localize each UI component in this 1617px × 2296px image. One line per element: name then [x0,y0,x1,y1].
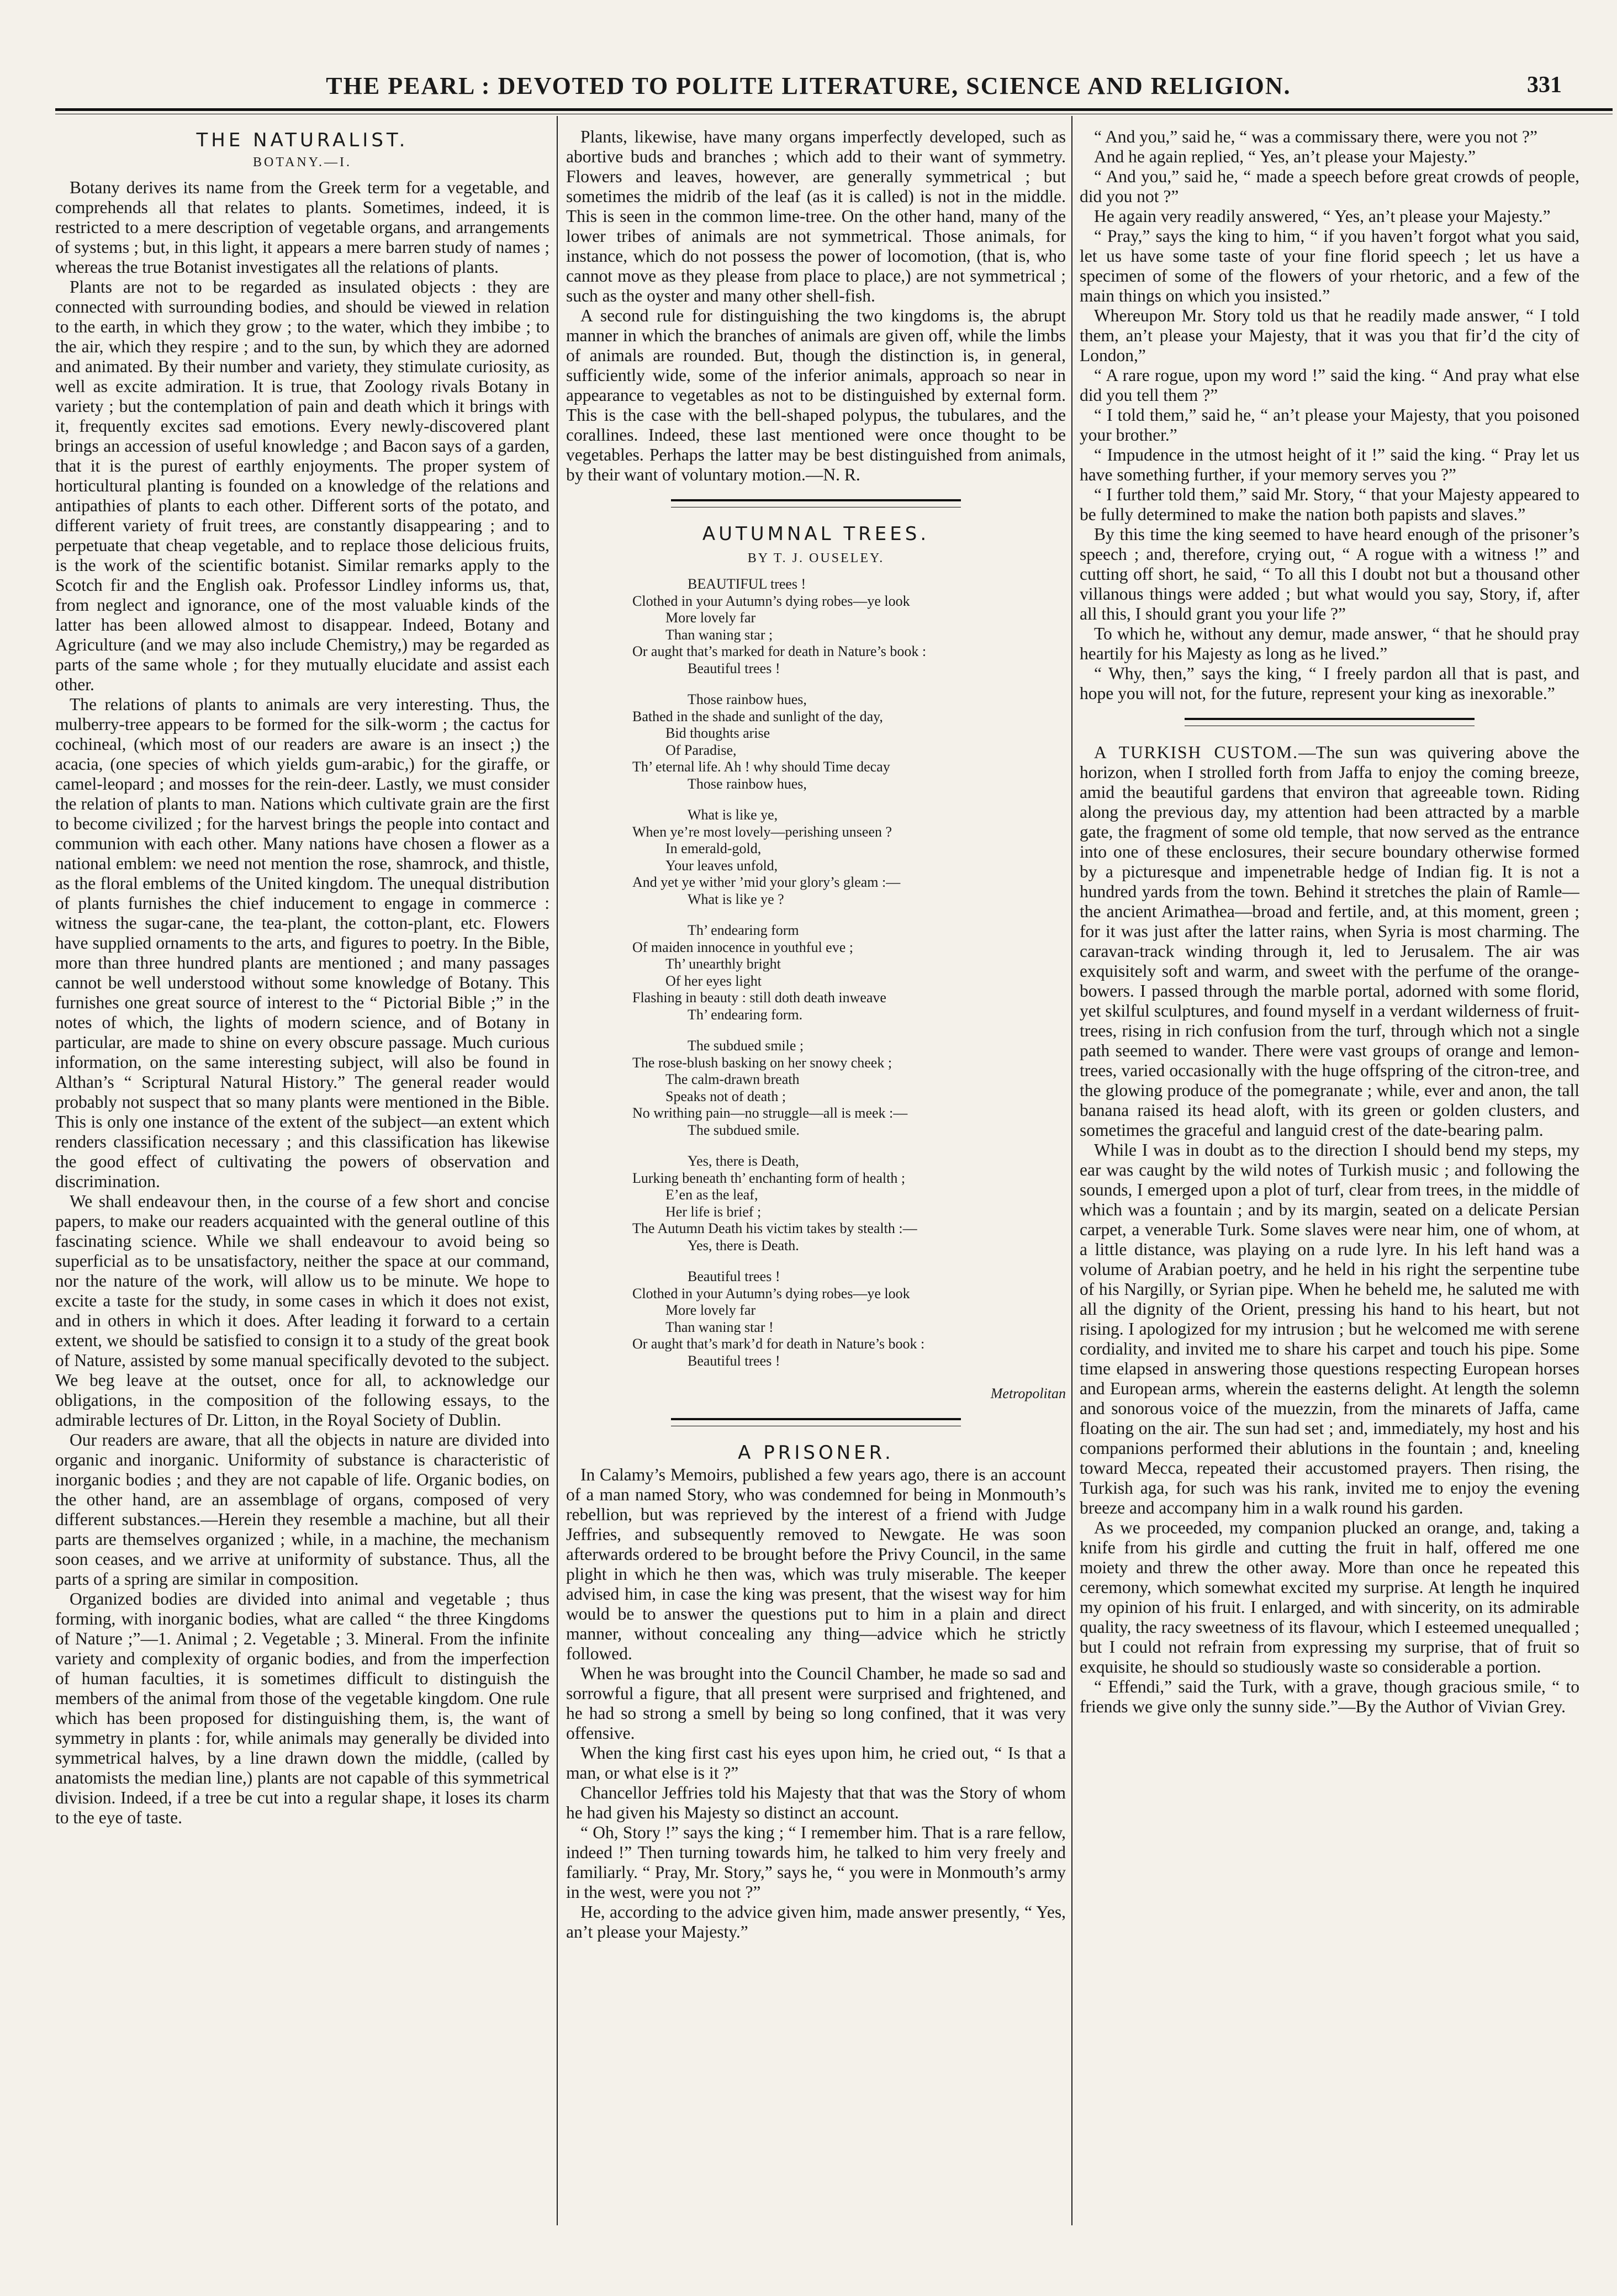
poem-line: Or aught that’s mark’d for death in Nature’s book : [632,1336,925,1352]
poem-line: Of her eyes light [665,972,762,989]
poem-line: Th’ eternal life. Ah ! why should Time decay [632,759,890,775]
poem-line: What is like ye ? [688,891,784,907]
paragraph: “ Impudence in the utmost height of it !” said the king. “ Pray let us have something further, if your memory serves you ?” [1080,445,1579,484]
paragraph: While I was in doubt as to the direction I should bend my steps, my ear was caught by the wild notes of Turkish music ; and following the sounds, I emerged upon a plot of turf, clear from trees, in the middle of which was a fountain ; and by its margin, seated on a delicate Persian carpet, a venerable Turk. Some slaves were near him, one of whom, at a little distance, was playing on a rude lyre. In his left hand was a volume of Arabian poetry, and he held in his right the serpentine tube of his Nargilly, or Syrian pipe. When he beheld me, he saluted me with all the dignity of the Orient, pressing his hand to his heart, but not rising. I apologized for my intrusion ; but he welcomed me with serene cordiality, and invited me to share his carpet and touch his pipe. Some time elapsed in answering those questions respecting European horses and European arms, wherein the easterns delight. At length the solemn and sonorous voice of the muezzin, from the minarets of Jaffa, came floating on the air. The sun had set ; and, immediately, my host and his companions performed their ablutions in the fountain ; and, kneeling toward Mecca, repeated their accustomed prayers. Then rising, the Turkish aga, for such was his rank, invited me to enjoy the evening breeze and accompany him in a walk round his garden. [1080,1140,1579,1517]
paragraph: When he was brought into the Council Chamber, he made so sad and sorrowful a figure, that all present were surprised and frightened, and he had so strong a smell by being so long confined, that it was very offensive. [566,1664,1066,1743]
turkish-first: —The sun was quivering above the horizon, when I strolled forth from Jaffa to enjoy the coming breeze, amid the beautiful gardens that environ that agreeable town. Riding along the previous day, my attention had been attracted by a marble gate, the fragment of some old temple, that now served as the entrance into one of these enclosures, their secure boundary otherwise formed by a picturesque and impenetrable hedge of Indian fig. It is not a hundred yards from the town. Behind it stretches the plain of Ramle—the ancient Arimathea—broad and fertile, and, at this moment, green ; for it was just after the latter rains, when Syria is most charming. The caravan-track winding through it, led to Jerusalem. The air was exquisitely soft and warm, and sweet with the perfume of the orange-bowers. I passed through the marble portal, adorned with some florid, yet skilful sculptures, and found myself in a verdant wilderness of fruit-trees, rising in rich confusion from the turf, through which not a single path seemed to wander. There were vast groups of orange and lemon-trees, varied occasionally with the huge offspring of the citron-tree, and the glowing produce of the pomegranate ; while, ever and anon, the tall banana raised its head aloft, with its green or golden clusters, and sometimes the graceful and languid crest of the date-bearing palm. [1080,743,1579,1140]
paragraph [1080,743,1579,1140]
paragraph: As we proceeded, my companion plucked an orange, and, taking a knife from his girdle and cutting the fruit in half, offered me one moiety and threw the other away. More than once he repeated this ceremony, which somewhat excited my surprise. At length he inquired my opinion of his fruit. I enlarged, and with sincerity, on its admirable quality, the racy sweetness of its flavour, which I esteemed unequalled ; but I could not refrain from expressing my surprise, that of fruit so exquisite, he should so studiously waste so considerable a portion. [1080,1518,1579,1676]
poem-line: No writhing pain—no struggle—all is meek :— [632,1105,908,1121]
poem-line: The subdued smile. [688,1121,800,1138]
paragraph: A second rule for distinguishing the two kingdoms is, the abrupt manner in which the branches of animals are given off, while the limbs of animals are rounded. But, though the distinction is, in general, sufficiently wide, some of the inferior animals, approach so near in appearance to vegetables as not to be distinguished by external form. This is the case with the bell-shaped polypus, the tubulares, and the corallines. Indeed, these last mentioned were once thought to be vegetables. Perhaps the latter may be best distinguished from animals, by their want of voluntary motion.—N. R. [566,306,1066,484]
paragraph: “ I told them,” said he, “ an’t please your Majesty, that you poisoned your brother.” [1080,405,1579,445]
paragraph: Chancellor Jeffries told his Majesty that that was the Story of whom he had given his Majesty so distinct an account. [566,1783,1066,1822]
poem-line: The Autumn Death his victim takes by stealth :— [632,1220,917,1236]
paragraph: To which he, without any demur, made answer, “ that he should pray heartily for his Majesty as long as he lived.” [1080,624,1579,663]
poem-line: Flashing in beauty : still doth death inweave [632,990,886,1006]
poem-line: What is like ye, [688,807,778,823]
paragraph: We shall endeavour then, in the course of a few short and concise papers, to make our readers acquainted with the general outline of this fascinating science. While we shall endeavour to avoid being so superficial as to be unsatisfactory, neither the space at our command, nor the nature of the work, will allow us to be minute. We hope to excite a taste for the study, in some cases in which it does not exist, and in others in which it does. After leading it forward to a certain extent, we should be satisfied to consign it to a study of the great book of Nature, assisted by some manual specifically devoted to the subject. We beg leave at the outset, once for all, to acknowledge our obligations, in the composition of the following essays, to the admirable lectures of Dr. Litton, in the Royal Society of Dublin. [55,1192,549,1430]
paragraph: By this time the king seemed to have heard enough of the prisoner’s speech ; and, therefore, crying out, “ A rogue with a witness !” and cutting off short, he said, “ To all this I doubt not but a thousand other villanous things were added ; but what would you say, Story, if, after all this, I should grant you your life ?” [1080,525,1579,623]
poem-line: The subdued smile ; [688,1038,804,1054]
header-rule [55,108,1613,111]
section-separator [671,499,961,507]
poem-body [632,576,1066,1369]
paragraph: “ And you,” said he, “ was a commissary there, were you not ?” [1094,127,1537,146]
poem-stanza [632,1153,1066,1254]
poem-line: Those rainbow hues, [688,691,807,707]
paragraph: The relations of plants to animals are very interesting. Thus, the mulberry-tree appears to be formed for the silk-worm ; the cactus for cochineal, (which most of our readers are aware is an insect ;) the acacia, (one species of which yields gum-arabic,) for the giraffe, or camel-leopard ; and mosses for the rein-deer. Lastly, we must consider the relation of plants to man. Nations which cultivate grain are the first to become civilized ; for the harvest brings the people into contact and communion with each other. Many nations have chosen a flower as a national emblem: we need not mention the rose, shamrock, and thistle, as the floral emblems of the United kingdom. The unequal distribution of plants furnishes the chief inducement to engage in commerce : witness the sugar-cane, the tea-plant, the cotton-plant, etc. Flowers have supplied ornaments to the arts, and figures to poetry. In the Bible, more than three hundred plants are mentioned ; and many passages cannot be well understood without some knowledge of Botany. This furnishes one great source of interest to the “ Pictorial Bible ;” in the notes of which, the lights of modern science, and of Botany in particular, are made to shine on every obscure passage. Much curious information, on the same interesting subject, will also be found in Althan’s “ Scriptural Natural History.” The general reader would probably not suspect that so many plants were mentioned in the Bible. This is only one instance of the extent of the subject—an extent which renders classification necessary ; and this classification has likewise the good effect of cultivating the powers of observation and discrimination. [55,695,549,1191]
paragraph: “ A rare rogue, upon my word !” said the king. “ And pray what else did you tell them ?” [1080,366,1579,405]
poem-line: The rose-blush basking on her snowy cheek ; [632,1054,892,1071]
poem-line: And yet ye wither ’mid your glory’s gleam :— [632,874,901,890]
poem-line: Th’ endearing form [688,922,799,938]
page-header [55,72,1562,105]
poem-line: Beautiful trees ! [688,660,780,676]
naturalist-title: THE NATURALIST. [196,129,409,151]
poem-line: Yes, there is Death, [688,1153,799,1169]
prisoner-title: A PRISONER. [738,1442,894,1464]
poem-byline: BY T. J. OUSELEY. [747,551,885,565]
poem-line: Than waning star ; [665,626,773,643]
paragraph: “ Oh, Story !” says the king ; “ I remember him. That is a rare fellow, indeed !” Then turning towards him, he talked to him very freely and familiarly. “ Pray, Mr. Story,” says he, “ you were in Monmouth’s army in the west, were you not ?” [566,1823,1066,1902]
poem-line: Speaks not of death ; [665,1088,786,1104]
column-rule [1071,116,1072,2225]
paragraph: When the king first cast his eyes upon him, he cried out, “ Is that a man, or what else is it ?” [566,1743,1066,1782]
poem-line: Bathed in the shade and sunlight of the day, [632,708,883,724]
column-left [55,127,549,2225]
poem-line: When ye’re most lovely—perishing unseen ? [632,823,892,840]
paragraph: “ Effendi,” said the Turk, with a grave, though gracious smile, “ to friends we give only the sunny side.”—By the Author of Vivian Grey. [1080,1677,1579,1716]
poem-line: Beautiful trees ! [688,1268,780,1284]
poem-line: Of Paradise, [665,742,737,758]
poem-line: BEAUTIFUL trees ! [688,576,806,592]
poem-line: The calm-drawn breath [665,1071,800,1087]
paragraph: Organized bodies are divided into animal and vegetable ; thus forming, with inorganic bodies, what are called “ the three Kingdoms of Nature ;”—1. Animal ; 2. Vegetable ; 3. Mineral. From the infinite variety and complexity of organic bodies, and from the imperfection of human faculties, it is sometimes difficult to distinguish the members of the animal from those of the vegetable kingdom. One rule which has been proposed for distinguishing them, is, the want of symmetry in plants : for, while animals may generally be divided into symmetrical halves, by a line drawn down the middle, (called by anatomists the median line,) plants are not capable of this symmetrical division. Indeed, if a tree be cut into a regular shape, it loses its charm to the eye of taste. [55,1589,549,1827]
paragraph: “ I further told them,” said Mr. Story, “ that your Majesty appeared to be fully determined to make the nation both papists and slaves.” [1080,485,1579,524]
poem-stanza [632,922,1066,1023]
poem-line: Yes, there is Death. [688,1237,799,1253]
poem-line: Clothed in your Autumn’s dying robes—ye look [632,1285,910,1302]
running-title: THE PEARL : DEVOTED TO POLITE LITERATURE, SCIENCE AND RELIGION. [326,72,1291,99]
poem-stanza [632,1268,1066,1369]
paragraph: He again very readily answered, “ Yes, an’t please your Majesty.” [1094,207,1551,226]
paragraph: “ Pray,” says the king to him, “ if you haven’t forgot what you said, let us have some taste of your fine florid speech ; let us have a specimen of some of the flowers of your rhetoric, and a few of the main things on which you insisted.” [1080,226,1579,305]
paragraph: “ Why, then,” says the king, “ I freely pardon all that is past, and hope you will not, for the future, represent your king as inexorable.” [1080,664,1579,703]
poem-stanza [632,691,1066,792]
section-separator [1185,718,1475,726]
poem-line: Th’ unearthly bright [665,956,781,972]
poem-stanza [632,807,1066,908]
poem-line: E’en as the leaf, [665,1187,758,1203]
poem-line: Lurking beneath th’ enchanting form of health ; [632,1170,906,1186]
turkish-lead: A TURKISH CUSTOM. [1094,743,1299,762]
poem-line: Her life is brief ; [665,1203,762,1220]
poem-line: Beautiful trees ! [688,1352,780,1369]
poem-line: Bid thoughts arise [665,725,770,741]
paragraph: He, according to the advice given him, made answer presently, “ Yes, an’t please your Majesty.” [566,1902,1066,1941]
poem-stanza [632,576,1066,677]
paragraph: Botany derives its name from the Greek term for a vegetable, and comprehends all that relates to plants. Sometimes, indeed, it is restricted to a mere description of vegetable organs, and arrangements of systems ; but, in this light, it appears a mere barren study of names ; whereas the true Botanist investigates all the relations of plants. [55,178,549,277]
column-right [1080,127,1579,2225]
paragraph: “ And you,” said he, “ made a speech before great crowds of people, did you not ?” [1080,167,1579,206]
naturalist-subtitle: BOTANY.—I. [253,155,352,170]
poem-line: Of maiden innocence in youthful eve ; [632,939,853,955]
poem-line: Your leaves unfold, [665,857,778,874]
section-separator [671,1418,961,1426]
paragraph: And he again replied, “ Yes, an’t please your Majesty.” [1094,147,1476,166]
paragraph: Plants, likewise, have many organs imperfectly developed, such as abortive buds and branches ; which add to their want of symmetry. Flowers and leaves, however, are generally symmetrical ; but sometimes the midrib of the leaf (as it is called) is not in the middle. This is seen in the common lime-tree. On the other hand, many of the lower tribes of animals are not symmetrical. Those animals, for instance, which do not possess the power of locomotion, (that is, who cannot move as they please from place to place,) are not symmetrical ; such as the oyster and many other shell-fish. [566,127,1066,305]
paragraph: Our readers are aware, that all the objects in nature are divided into organic and inorganic. Uniformity of substance is characteristic of inorganic bodies ; and they are not capable of life. Organic bodies, on the other hand, are an assemblage of organs, composed of very different substances.—Herein they resemble a machine, but all their parts are themselves organized ; while, in a machine, the mechanism soon ceases, and we arrive at uniformity of substance. Thus, all the parts of a spring are similar in composition. [55,1430,549,1589]
poem-line: More lovely far [665,1302,756,1318]
page-number: 331 [1527,72,1562,98]
poem-title: AUTUMNAL TREES. [702,523,930,545]
column-rule [557,116,558,2225]
poem-line: Those rainbow hues, [688,775,807,792]
poem-line: More lovely far [665,610,756,626]
poem-attribution: Metropolitan [990,1385,1066,1401]
poem-line: Th’ endearing form. [688,1006,803,1023]
poem-line: In emerald-gold, [665,840,762,856]
paragraph: In Calamy’s Memoirs, published a few years ago, there is an account of a man named Story, who was condemned for being in Monmouth’s rebellion, but was reprieved by the interest of a friend with Judge Jeffries, and subsequently removed to Newgate. He was soon afterwards ordered to be brought before the Privy Council, in the same plight in which he then was, which was truly miserable. The keeper advised him, in case the king was present, that the wisest way for him would be to answer the questions put to him in a plain and direct manner, without concealing any thing—advice which he strictly followed. [566,1465,1066,1663]
column-middle [566,127,1066,2225]
poem-line: Or aught that’s marked for death in Nature’s book : [632,643,927,659]
paragraph: Whereupon Mr. Story told us that he readily made answer, “ I told them, an’t please your Majesty, that it was you that fir’d the city of London,” [1080,306,1579,365]
poem-stanza [632,1038,1066,1139]
poem-line: Than waning star ! [665,1319,774,1335]
paragraph: Plants are not to be regarded as insulated objects : they are connected with surrounding bodies, and should be viewed in relation to the earth, in which they grow ; to the water, which they imbibe ; to the air, which they respire ; and to the sun, by which they are adorned and animated. By their number and variety, they stimulate curiosity, as well as excite admiration. It is true, that Zoology rivals Botany in variety ; but the contemplation of pain and death which it brings with it, frequently excites sad emotions. Every newly-discovered plant brings an accession of useful knowledge ; and Bacon says of a garden, that it is the purest of earthly enjoyments. The proper system of horticultural planting is founded on a knowledge of the relations and antipathies of plants to each other. Different sorts of the potato, and different variety of fruit trees, are constantly disappearing ; and to perpetuate that cheap vegetable, and to replace those delicious fruits, is the work of the scientific botanist. Similar remarks apply to the Scotch fir and the English oak. Professor Lindley informs us, that, from neglect and ignorance, one of the most valuable kinds of the latter has been allowed almost to disappear. Indeed, Botany and Agriculture (and we may also include Chemistry,) may be regarded as parts of the same whole ; for they mutually elucidate and assist each other. [55,277,549,694]
poem-line: Clothed in your Autumn’s dying robes—ye look [632,592,910,609]
